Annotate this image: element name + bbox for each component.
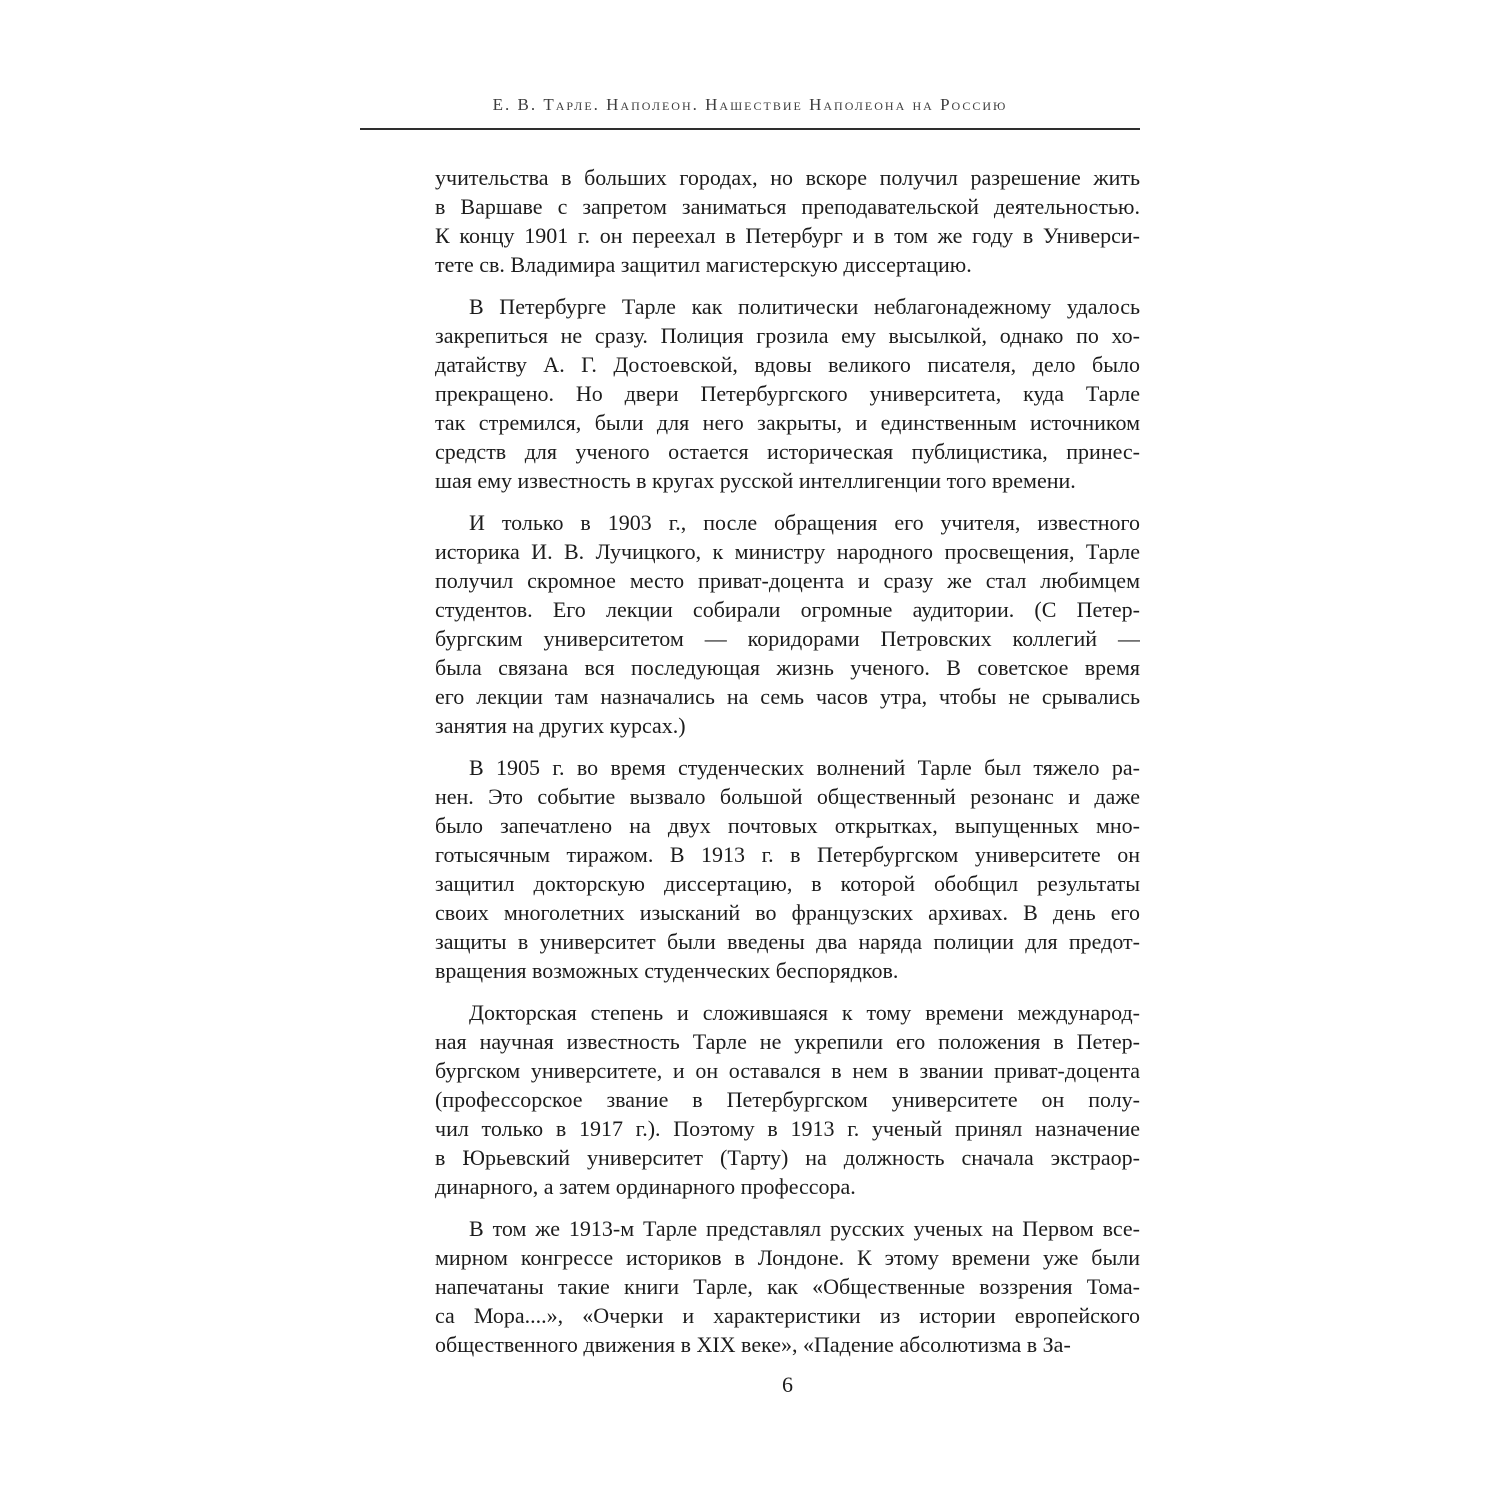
- text-line: общественного движения в XIX веке», «Падение абсолютизма в За-: [435, 1332, 1071, 1357]
- page-number: 6: [782, 1372, 793, 1397]
- text-line: В Петербурге Тарле как политически неблагонадежному удалось: [469, 294, 1140, 319]
- text-line: тете св. Владимира защитил магистерскую диссертацию.: [435, 252, 972, 277]
- paragraph: [435, 1214, 1140, 1359]
- text-line: получил скромное место приват-доцента и сразу же стал любимцем: [435, 568, 1140, 593]
- text-line: бургском университете, и он оставался в нем в звании приват-доцента: [435, 1058, 1140, 1083]
- text-line: чил только в 1917 г.). Поэтому в 1913 г. ученый принял назначение: [435, 1116, 1140, 1141]
- text-line: К концу 1901 г. он переехал в Петербург и в том же году в Универси-: [435, 223, 1140, 248]
- text-line: В том же 1913-м Тарле представлял русских ученых на Первом все-: [469, 1216, 1140, 1241]
- text-line: динарного, а затем ординарного профессора.: [435, 1174, 856, 1199]
- paragraph: [435, 292, 1140, 495]
- text-line: В 1905 г. во время студенческих волнений Тарле был тяжело ра-: [469, 755, 1140, 780]
- page-body: [435, 163, 1140, 1359]
- text-line: была связана вся последующая жизнь ученого. В советское время: [435, 655, 1140, 680]
- text-line: в Юрьевский университет (Тарту) на должность сначала экстраор-: [435, 1145, 1140, 1170]
- text-line: защитил докторскую диссертацию, в которой обобщил результаты: [435, 871, 1140, 896]
- text-line: средств для ученого остается историческая публицистика, принес-: [435, 439, 1140, 464]
- text-line: мирном конгрессе историков в Лондоне. К этому времени уже были: [435, 1245, 1140, 1270]
- text-line: занятия на других курсах.): [435, 713, 686, 738]
- text-line: студентов. Его лекции собирали огромные аудитории. (С Петер-: [435, 597, 1140, 622]
- text-line: (профессорское звание в Петербургском университете он полу-: [435, 1087, 1140, 1112]
- text-line: датайству А. Г. Достоевской, вдовы великого писателя, дело было: [435, 352, 1140, 377]
- text-line: закрепиться не сразу. Полиция грозила ему высылкой, однако по хо-: [435, 323, 1140, 348]
- text-line: своих многолетних изысканий во французских архивах. В день его: [435, 900, 1140, 925]
- paragraph: [435, 163, 1140, 279]
- text-line: бургским университетом — коридорами Петровских коллегий —: [435, 626, 1140, 651]
- paragraph: [435, 508, 1140, 740]
- text-line: нен. Это событие вызвало большой общественный резонанс и даже: [435, 784, 1140, 809]
- text-line: И только в 1903 г., после обращения его учителя, известного: [469, 510, 1140, 535]
- running-head: Е. В. Тарле. Наполеон. Нашествие Наполеона на Россию: [492, 95, 1008, 114]
- text-line: так стремился, были для него закрыты, и единственным источником: [435, 410, 1140, 435]
- paragraph: [435, 753, 1140, 985]
- text-line: са Мора....», «Очерки и характеристики из истории европейского: [435, 1303, 1140, 1328]
- text-line: было запечатлено на двух почтовых открытках, выпущенных мно-: [435, 813, 1140, 838]
- text-line: шая ему известность в кругах русской интеллигенции того времени.: [435, 468, 1076, 493]
- text-line: защиты в университет были введены два наряда полиции для предот-: [435, 929, 1140, 954]
- text-line: историка И. В. Лучицкого, к министру народного просвещения, Тарле: [435, 539, 1140, 564]
- text-line: ная научная известность Тарле не укрепили его положения в Петер-: [435, 1029, 1140, 1054]
- running-head-rule: [360, 95, 1140, 130]
- text-line: готысячным тиражом. В 1913 г. в Петербургском университете он: [435, 842, 1140, 867]
- text-line: вращения возможных студенческих беспорядков.: [435, 958, 899, 983]
- text-line: прекращено. Но двери Петербургского университета, куда Тарле: [435, 381, 1140, 406]
- text-line: его лекции там назначались на семь часов утра, чтобы не срывались: [435, 684, 1140, 709]
- text-line: в Варшаве с запретом заниматься преподавательской деятельностью.: [435, 194, 1140, 219]
- text-line: учительства в больших городах, но вскоре получил разрешение жить: [435, 165, 1140, 190]
- paragraph: [435, 998, 1140, 1201]
- text-line: Докторская степень и сложившаяся к тому времени международ-: [469, 1000, 1140, 1025]
- text-line: напечатаны такие книги Тарле, как «Общественные воззрения Тома-: [435, 1274, 1140, 1299]
